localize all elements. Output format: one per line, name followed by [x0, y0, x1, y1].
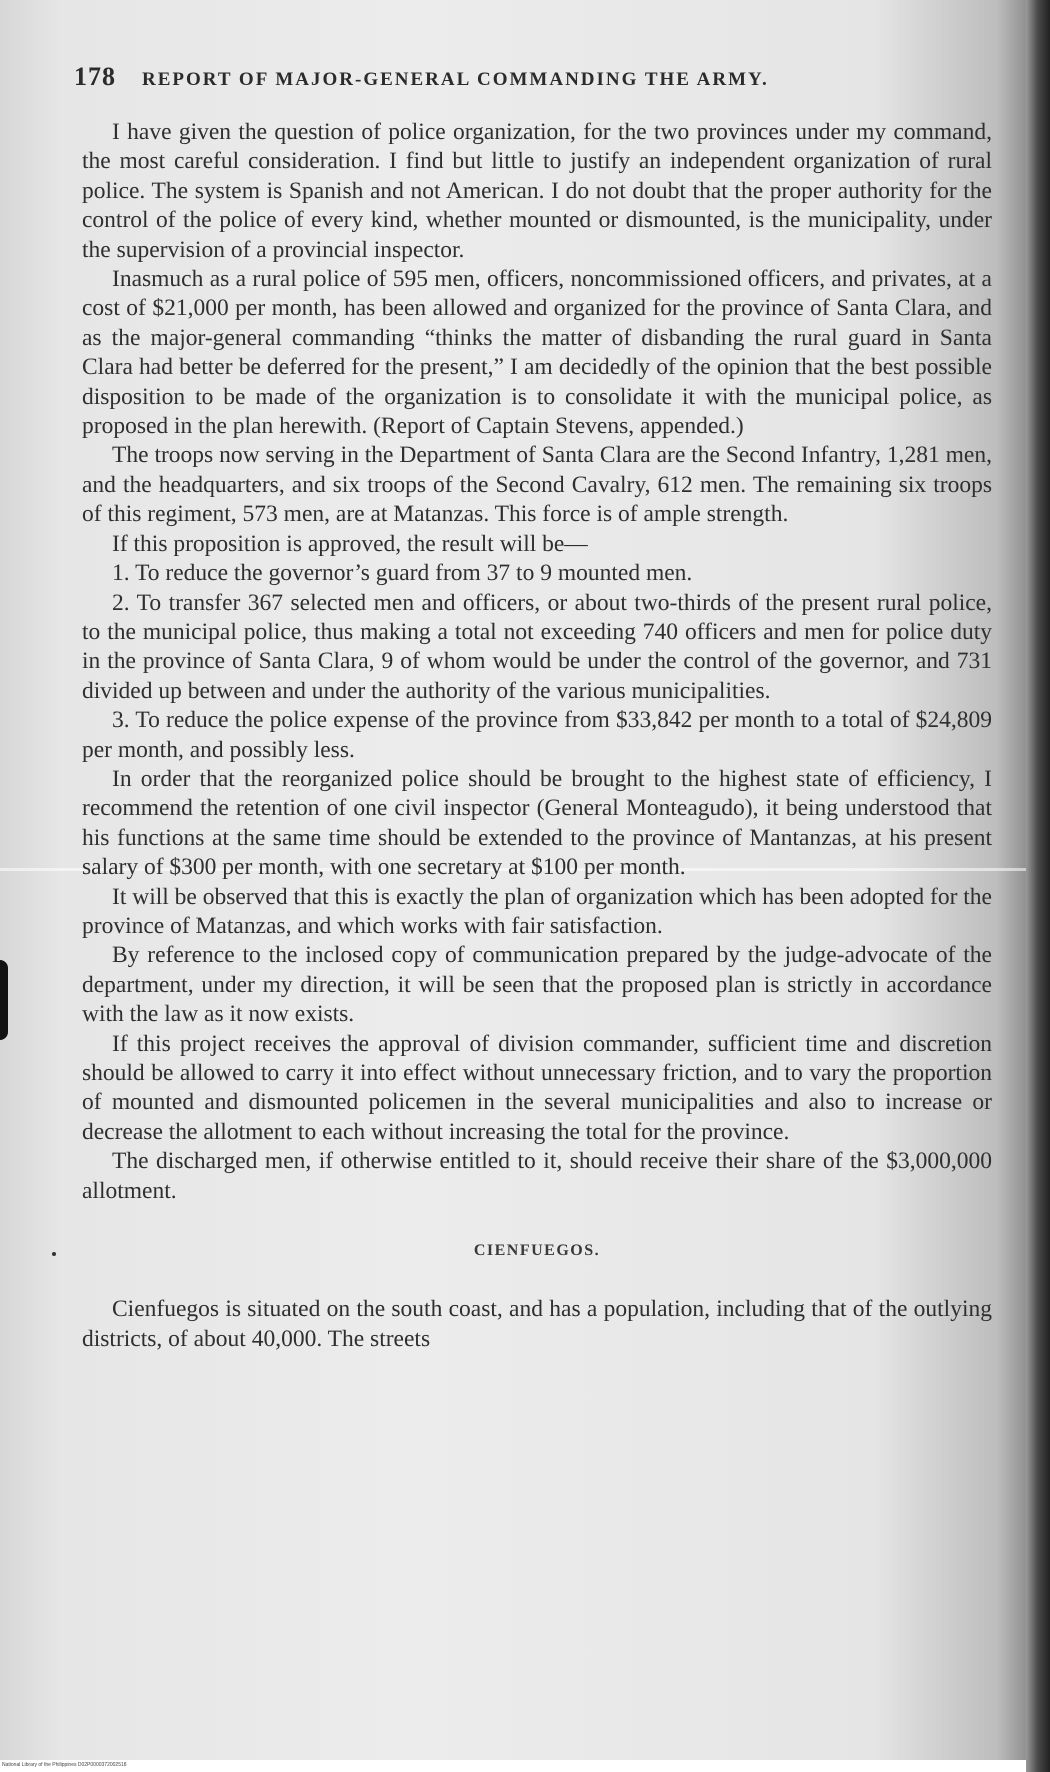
paragraph-police-organization: I have given the question of police organization, for the two provinces under my command, the most careful consideration. I find but little to justify an independent organization of rural police. The system is Spanish and not American. I do not doubt that the proper authority for the control of the police of every kind, whether mounted or dismounted, is the municipality, under the supervision of a provincial inspector. — [82, 119, 992, 263]
paragraph-cienfuegos: Cienfuegos is situated on the south coast, and has a population, including that of the outlying districts, of about 40,000. The streets — [82, 1296, 992, 1352]
list-item-transfer: 2. To transfer 367 selected men and officers, or about two-thirds of the present rural police, to the municipal police, thus making a total not exceeding 740 officers and men for police duty in the province of Santa Clara, 9 of whom would be under the control of the governor, and 731 divided up between and under the authority of the various municipalities. — [82, 589, 992, 704]
running-header — [74, 62, 914, 96]
report-body — [82, 118, 992, 1354]
library-credit: National Library of the Philippines D02P0000372002518 — [2, 1762, 127, 1768]
page-number: 178 — [74, 62, 116, 91]
paragraph-judge-advocate: By reference to the inclosed copy of communication prepared by the judge-advocate of the department, under my direction, it will be seen that the proposed plan is strictly in accordance with the law as it now exists. — [82, 942, 992, 1028]
paragraph-project-approval: If this project receives the approval of division commander, sufficient time and discretion should be allowed to carry it into effect without unnecessary friction, and to vary the proportion of mounted and dismounted policemen in the several municipalities and also to increase or decrease the allotment to each without increasing the total for the province. — [82, 1030, 992, 1145]
margin-scan-mark — [0, 960, 8, 1040]
list-item-police-expense: 3. To reduce the police expense of the province from $33,842 per month to a total of $24,809 per month, and possibly less. — [82, 707, 992, 763]
binding-shadow — [1026, 0, 1050, 1772]
paragraph-discharged-men: The discharged men, if otherwise entitled to it, should receive their share of the $3,000,000 allotment. — [82, 1148, 992, 1204]
section-heading-cienfuegos: CIENFUEGOS. — [473, 1242, 601, 1260]
margin-dot-mark — [52, 1252, 56, 1256]
paragraph-troops: The troops now serving in the Department of Santa Clara are the Second Infantry, 1,281 men, and the headquarters, and six troops of the Second Cavalry, 612 men. The remaining six troops of this regiment, 573 men, are at Matanzas. This force is of ample strength. — [82, 442, 992, 528]
paragraph-matanzas-plan: It will be observed that this is exactly the plan of organization which has been adopted for the province of Matanzas, and which works with fair satisfaction. — [82, 883, 992, 939]
list-item-governors-guard: 1. To reduce the governor’s guard from 37 to 9 mounted men. — [112, 560, 693, 587]
report-title: REPORT OF MAJOR-GENERAL COMMANDING THE ARMY. — [142, 69, 769, 90]
paragraph-proposition: If this proposition is approved, the result will be— — [112, 530, 588, 557]
paragraph-civil-inspector: In order that the reorganized police should be brought to the highest state of efficiency, I recommend the retention of one civil inspector (General Monteagudo), it being understood that his functions at the same time should be extended to the province of Mantanzas, at his present salary of $300 per month, with one secretary at $100 per month. — [82, 765, 992, 881]
paragraph-rural-police: Inasmuch as a rural police of 595 men, officers, noncommissioned officers, and privates, at a cost of $21,000 per month, has been allowed and organized for the province of Santa Clara, and as the major-general commanding “thinks the matter of disbanding the rural guard in Santa Clara had better be deferred for the present,” I am decidedly of the opinion that the best possible disposition to be made of the organization is to consolidate it with the municipal police, as proposed in the plan herewith. (Report of Captain Stevens, appended.) — [82, 266, 992, 440]
